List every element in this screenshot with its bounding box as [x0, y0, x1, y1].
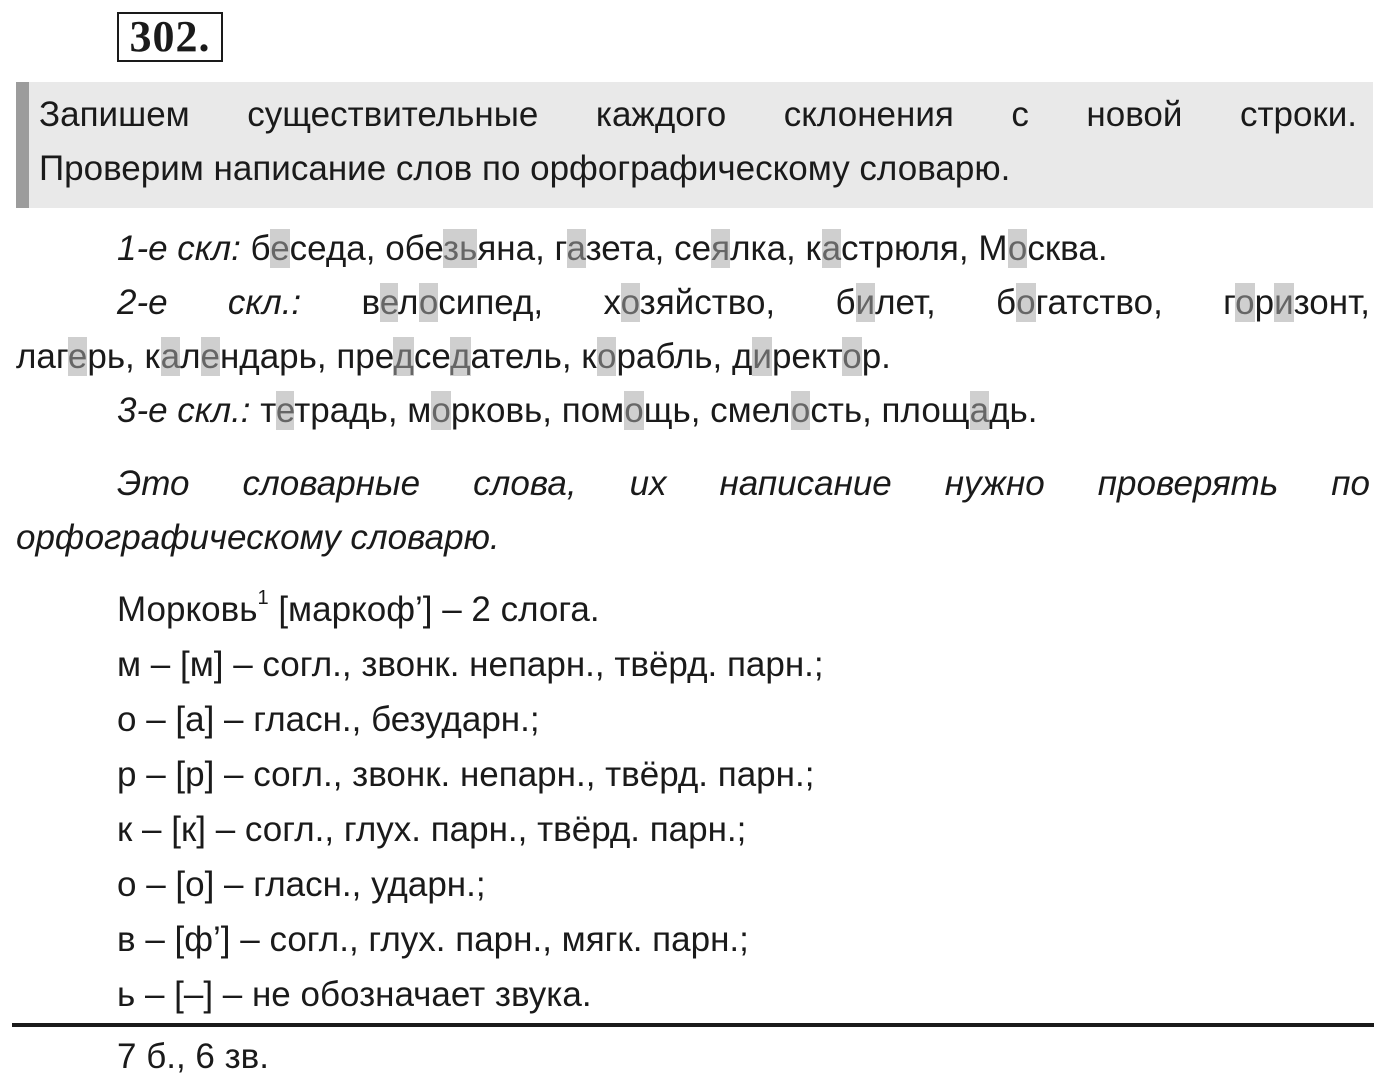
analysis-heading: [16, 583, 1370, 637]
analysis-row: м – [м] – согл., звонк. непарн., твёрд. парн.;: [117, 645, 824, 684]
divider-line: [12, 1023, 1374, 1027]
note-line-1: Это словарные слова, их написание нужно проверять по: [117, 464, 1370, 503]
analysis-row: о – [о] – гласн., ударн.;: [117, 865, 486, 904]
declension-2-words-line-2: лагерь, календарь, председатель, корабль, директор.: [16, 337, 891, 376]
task-instruction-line-1: Запишем существительные каждого склонения с новой строки.: [39, 95, 1357, 134]
declension-1-words: беседа, обезьяна, газета, сеялка, кастрюля, Москва.: [240, 229, 1108, 268]
declension-3-label: 3-е скл.:: [117, 391, 251, 430]
declension-3-line: [16, 384, 1370, 438]
declension-1-line: [16, 222, 1370, 276]
analysis-row: в – [ф’] – согл., глух. парн., мягк. парн.;: [117, 920, 749, 959]
declension-2-label: 2-е скл.:: [117, 283, 302, 322]
analysis-total: 7 б., 6 зв.: [117, 1037, 269, 1076]
task-number: 302.: [117, 12, 223, 62]
analysis-head-word: Морковь: [117, 590, 258, 629]
footnote-mark: 1: [257, 587, 269, 610]
declension-3-words: тетрадь, морковь, помощь, смелость, площадь.: [250, 391, 1038, 430]
note-line-2: орфографическому словарю.: [16, 518, 500, 557]
analysis-row: к – [к] – согл., глух. парн., твёрд. парн.;: [117, 810, 747, 849]
declension-2-words-line-1: велосипед, хозяйство, билет, богатство, горизонт,: [301, 283, 1370, 322]
analysis-row: ь – [–] – не обозначает звука.: [117, 975, 592, 1014]
declension-2-line-1: [16, 276, 1370, 330]
declension-1-label: 1-е скл:: [117, 229, 241, 268]
task-instruction: [16, 82, 1373, 208]
analysis-row: о – [а] – гласн., безударн.;: [117, 700, 540, 739]
analysis-row: р – [р] – согл., звонк. непарн., твёрд. парн.;: [117, 755, 815, 794]
declension-2-line-2: [16, 330, 1370, 384]
analysis-head-transcription: [маркоф’] – 2 слога.: [268, 590, 600, 629]
task-instruction-line-2: Проверим написание слов по орфографическому словарю.: [39, 149, 1011, 188]
